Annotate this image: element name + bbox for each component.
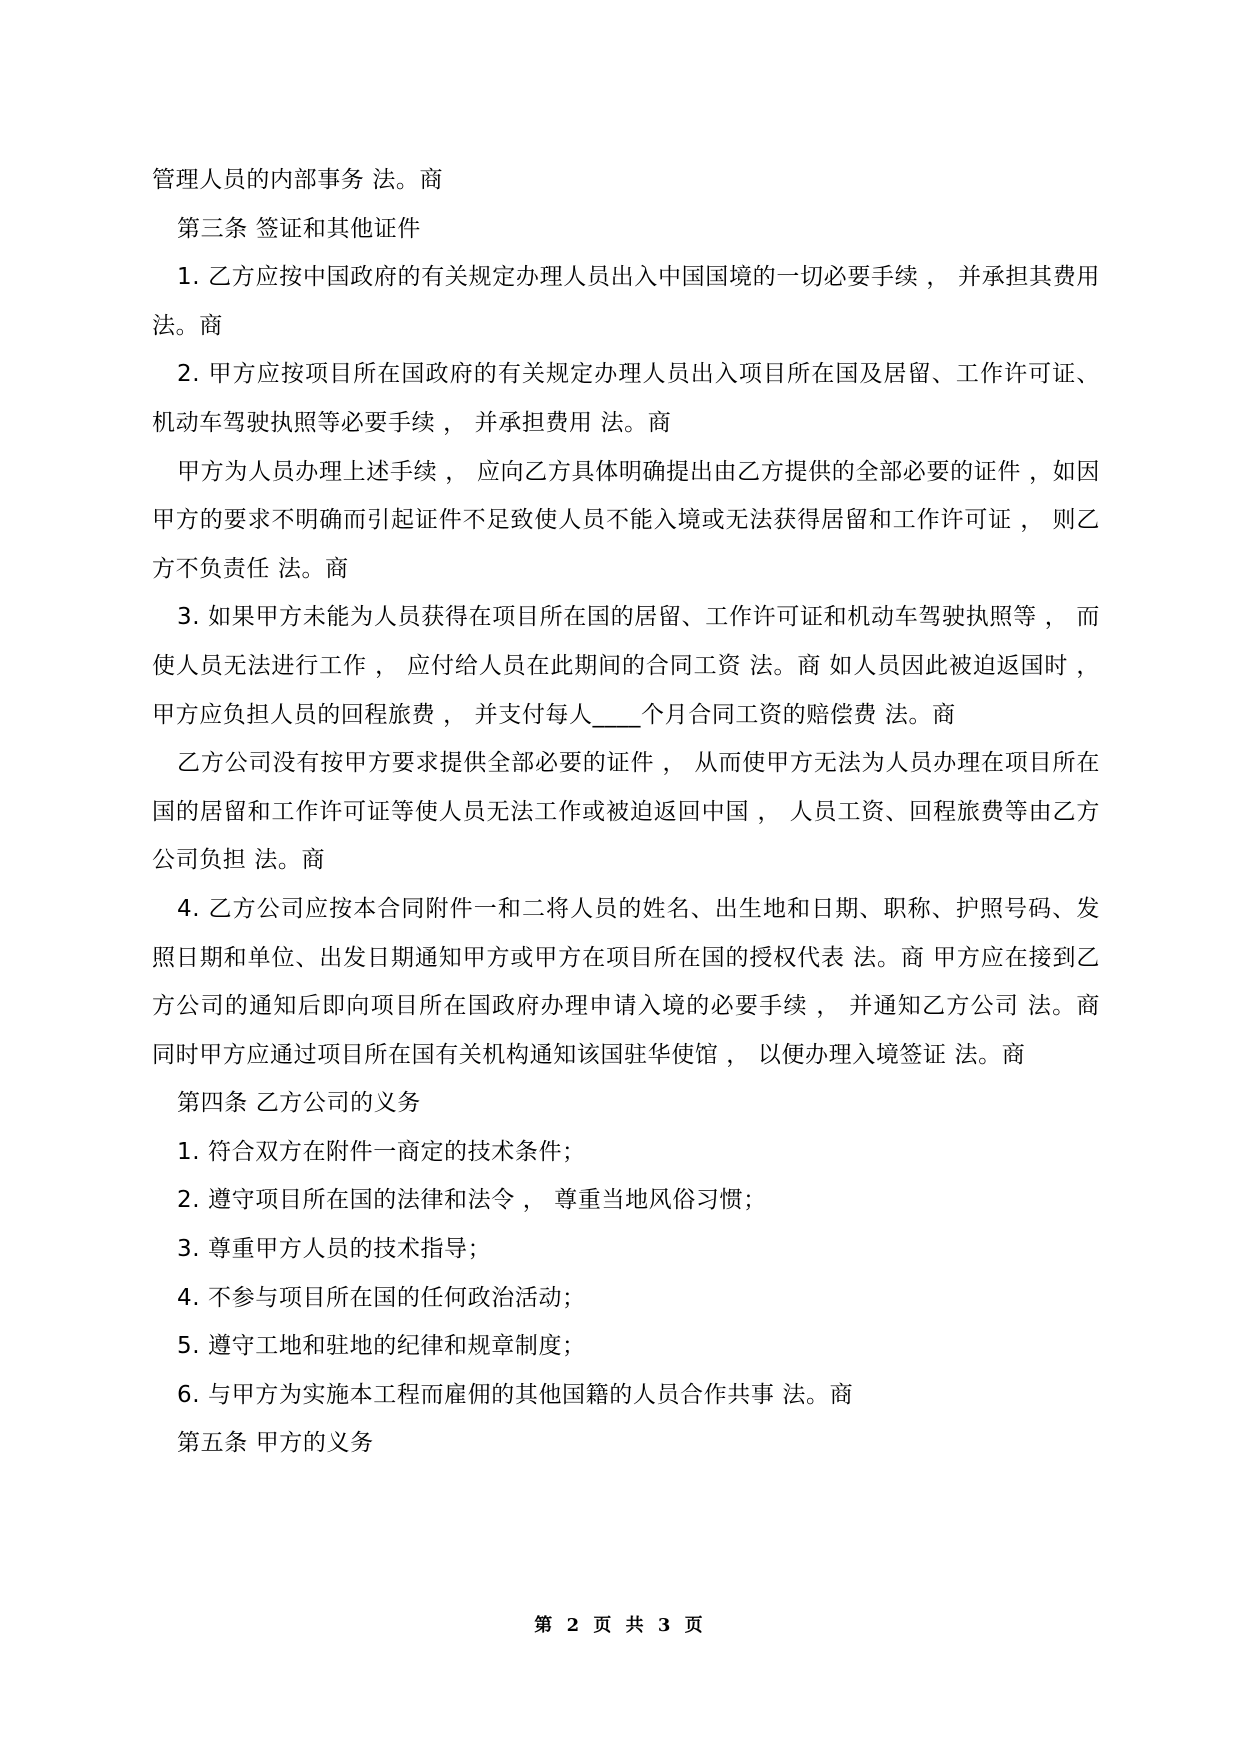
article-4-item-5: 5. 遵守工地和驻地的纪律和规章制度； (177, 1333, 586, 1360)
article-4-item-3: 3. 尊重甲方人员的技术指导； (177, 1236, 492, 1263)
page-number-footer: 第 2 页 共 3 页 (534, 1615, 707, 1636)
article-4-heading: 第四条 乙方公司的义务 (177, 1090, 421, 1117)
article-3-clause-3: 3. 如果甲方未能为人员获得在项目所在国的居留、工作许可证和机动车驾驶执照等 ， 而使人员无法进行工作 ， 应付给人员在此期间的合同工资 法。商 如人员因此被迫返国时 ， 甲方应负担人员的回程旅费 ， 并支付每人____个月合同工资的赔偿费 法。商 (152, 604, 1100, 728)
document-body (152, 156, 1100, 1468)
paragraph-continuation: 管理人员的内部事务 法。商 (152, 167, 444, 193)
article-3-clause-2-note: 甲方为人员办理上述手续 ， 应向乙方具体明确提出由乙方提供的全部必要的证件 ，如因甲方的要求不明确而引起证件不足致使人员不能入境或无法获得居留和工作许可证 ， 则乙方不负责任 法。商 (152, 458, 1100, 582)
article-3-clause-3-note: 乙方公司没有按甲方要求提供全部必要的证件 ， 从而使甲方无法为人员办理在项目所在国的居留和工作许可证等使人员无法工作或被迫返回中国 ， 人员工资、回程旅费等由乙方公司负担 法。商 (152, 750, 1100, 874)
article-3-heading: 第三条 签证和其他证件 (177, 215, 421, 242)
article-3-clause-2: 2. 甲方应按项目所在国政府的有关规定办理人员出入项目所在国及居留、工作许可证、机动车驾驶执照等必要手续 ， 并承担费用 法。商 (152, 361, 1100, 436)
article-4-item-6: 6. 与甲方为实施本工程而雇佣的其他国籍的人员合作共事 法。商 (177, 1381, 854, 1408)
article-4-item-4: 4. 不参与项目所在国的任何政治活动； (177, 1284, 586, 1311)
article-4-item-2: 2. 遵守项目所在国的法律和法令 ， 尊重当地风俗习惯； (177, 1187, 767, 1214)
article-3-clause-4: 4. 乙方公司应按本合同附件一和二将人员的姓名、出生地和日期、职称、护照号码、发照日期和单位、出发日期通知甲方或甲方在项目所在国的授权代表 法。商 甲方应在接到乙方公司的通知后即向项目所在国政府办理申请入境的必要手续 ， 并通知乙方公司 法。商 同时甲方应通过项目所在国有关机构通知该国驻华使馆 ， 以便办理入境签证 法。商 (152, 895, 1100, 1068)
article-3-clause-1: 1. 乙方应按中国政府的有关规定办理人员出入中国国境的一切必要手续 ， 并承担其费用 法。商 (152, 264, 1100, 339)
article-4-item-1: 1. 符合双方在附件一商定的技术条件； (177, 1138, 586, 1165)
article-5-heading: 第五条 甲方的义务 (177, 1430, 374, 1457)
